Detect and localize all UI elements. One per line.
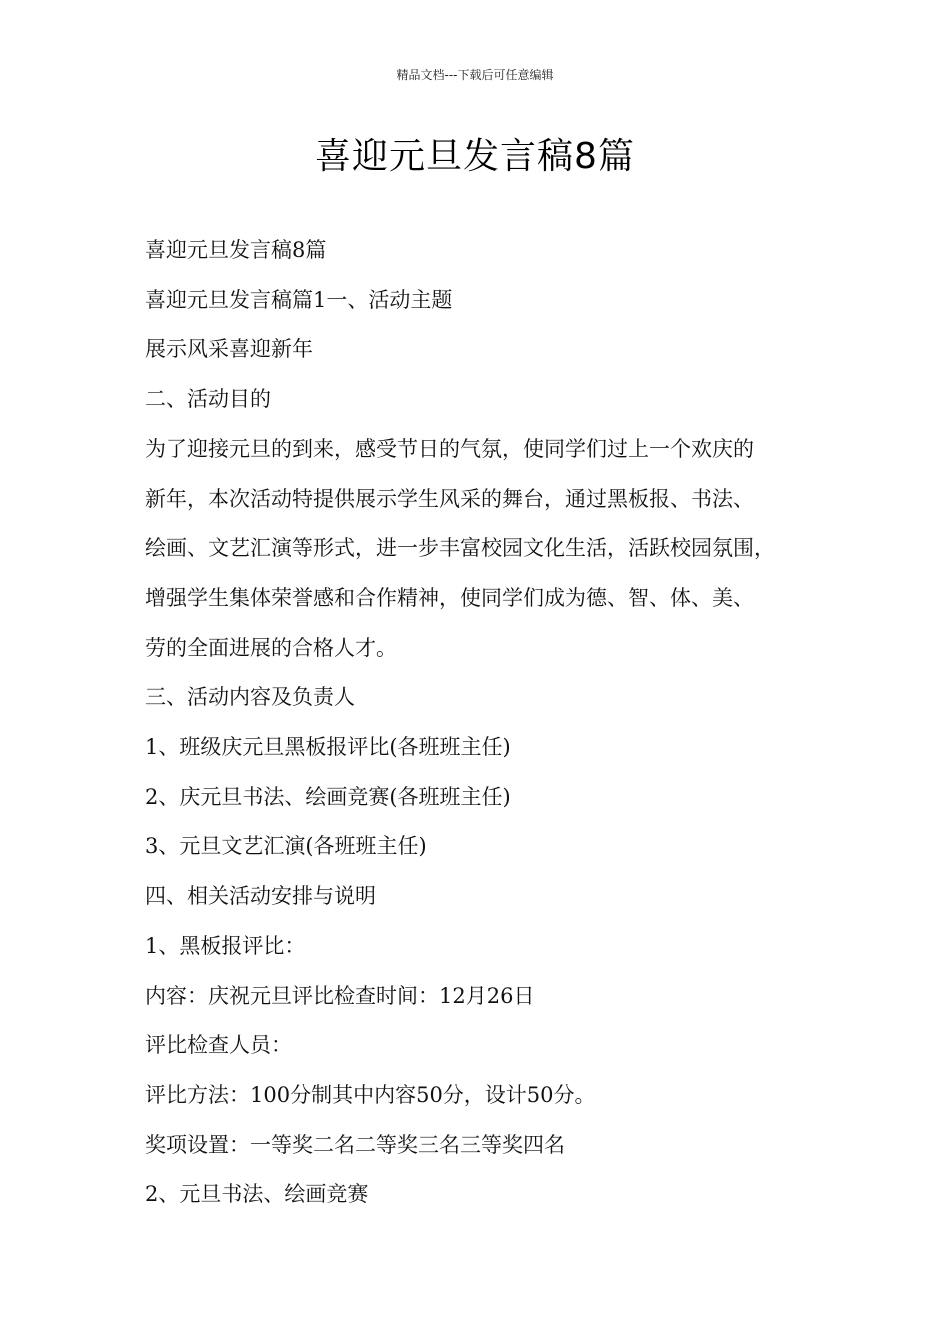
list-item: 1、黑板报评比： xyxy=(145,933,306,958)
paragraph-line: 为了迎接元旦的到来，感受节日的气氛，使同学们过上一个欢庆的 xyxy=(145,436,754,461)
body-line: 评比检查人员： xyxy=(145,1033,292,1058)
body-line: 喜迎元旦发言稿8篇 xyxy=(145,238,327,262)
body-line: 展示风采喜迎新年 xyxy=(145,337,313,362)
header-note: 精品文档---下载后可任意编辑 xyxy=(396,68,554,82)
document-title: 喜迎元旦发言稿8篇 xyxy=(315,136,635,177)
list-item: 1、班级庆元旦黑板报评比(各班班主任) xyxy=(145,735,511,760)
paragraph-line: 新年，本次活动特提供展示学生风采的舞台，通过黑板报、书法、 xyxy=(145,486,754,511)
paragraph-line: 绘画、文艺汇演等形式，进一步丰富校园文化生活，活跃校园氛围， xyxy=(145,536,775,561)
section-heading: 二、活动目的 xyxy=(145,387,271,412)
section-heading: 四、相关活动安排与说明 xyxy=(145,884,376,909)
body-line: 喜迎元旦发言稿篇1一、活动主题 xyxy=(145,287,453,312)
paragraph-line: 劳的全面进展的合格人才。 xyxy=(145,635,397,660)
body-line: 奖项设置：一等奖二名二等奖三名三等奖四名 xyxy=(145,1132,565,1157)
body-line: 评比方法：100分制其中内容50分，设计50分。 xyxy=(145,1082,596,1107)
list-item: 3、元旦文艺汇演(各班班主任) xyxy=(145,834,427,859)
list-item: 2、元旦书法、绘画竞赛 xyxy=(145,1182,369,1207)
section-heading: 三、活动内容及负责人 xyxy=(145,685,355,710)
list-item: 2、庆元旦书法、绘画竞赛(各班班主任) xyxy=(145,784,511,809)
body-line: 内容：庆祝元旦评比检查时间：12月26日 xyxy=(145,983,535,1008)
document-body xyxy=(145,226,835,1220)
paragraph-line: 增强学生集体荣誉感和合作精神，使同学们成为德、智、体、美、 xyxy=(145,585,754,610)
